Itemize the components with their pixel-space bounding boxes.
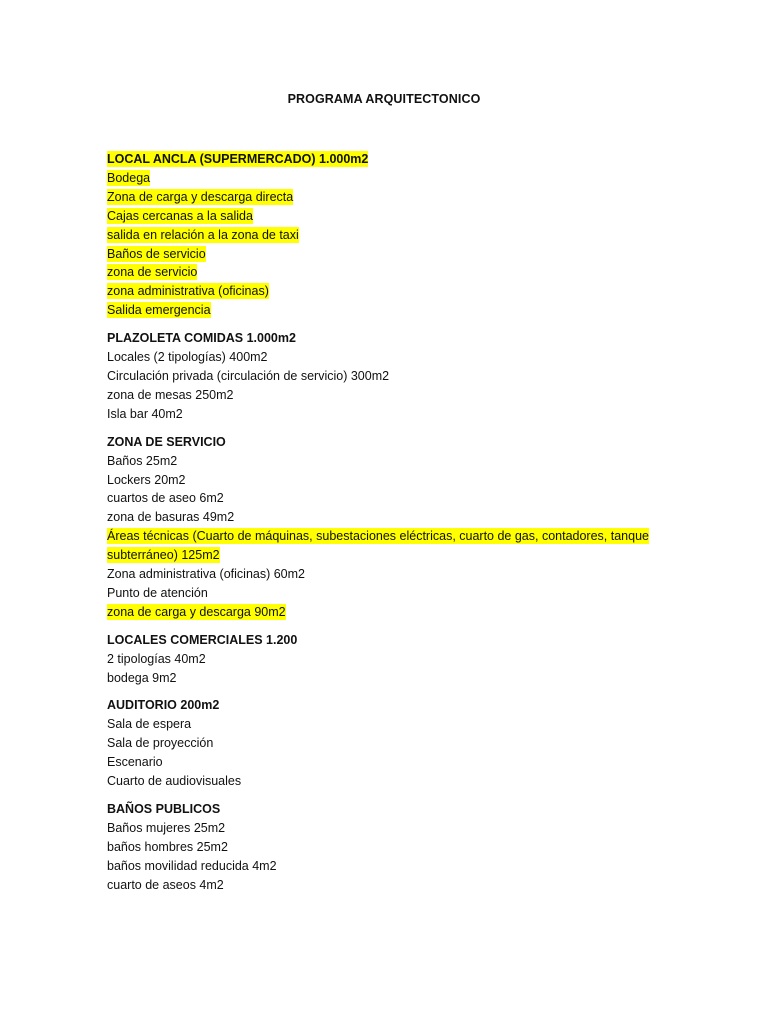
program-item	[107, 348, 667, 367]
program-item	[107, 263, 667, 282]
section-heading-text: BAÑOS PUBLICOS	[107, 802, 221, 816]
program-section	[107, 800, 667, 895]
program-item-text: Lockers 20m2	[107, 472, 186, 487]
program-item-text: baños hombres 25m2	[107, 839, 228, 854]
program-item	[107, 508, 667, 527]
program-item	[107, 245, 667, 264]
program-item	[107, 715, 667, 734]
program-item	[107, 386, 667, 405]
program-item	[107, 772, 667, 791]
program-item-text: zona administrativa (oficinas)	[107, 284, 269, 299]
program-section	[107, 329, 667, 424]
section-heading	[107, 433, 667, 452]
program-item	[107, 819, 667, 838]
program-item-text: baños movilidad reducida 4m2	[107, 858, 277, 873]
section-heading	[107, 329, 667, 348]
program-item-text: Cuarto de audiovisuales	[107, 774, 242, 789]
program-item	[107, 603, 667, 622]
program-item	[107, 405, 667, 424]
program-item-text: Áreas técnicas (Cuarto de máquinas, subestaciones eléctricas, cuarto de gas, contadores, tanque subterráneo) 125m2	[107, 529, 649, 563]
section-heading-text: AUDITORIO 200m2	[107, 698, 220, 713]
program-item	[107, 226, 667, 245]
document-content	[107, 150, 667, 904]
program-item-text: Baños 25m2	[107, 453, 178, 468]
program-item	[107, 734, 667, 753]
section-heading	[107, 631, 667, 650]
program-item	[107, 753, 667, 772]
program-section	[107, 631, 667, 688]
program-item-text: zona de servicio	[107, 265, 198, 280]
program-item-text: Cajas cercanas a la salida	[107, 208, 253, 223]
program-item-text: zona de carga y descarga 90m2	[107, 604, 286, 619]
program-section	[107, 150, 667, 320]
program-item	[107, 471, 667, 490]
program-item	[107, 188, 667, 207]
program-item	[107, 207, 667, 226]
section-heading	[107, 696, 667, 715]
program-item-text: Bodega	[107, 170, 151, 185]
program-item	[107, 282, 667, 301]
program-item-text: bodega 9m2	[107, 670, 177, 685]
program-item	[107, 565, 667, 584]
program-item-text: Zona de carga y descarga directa	[107, 189, 294, 204]
program-item-text: Locales (2 tipologías) 400m2	[107, 350, 268, 365]
program-item	[107, 838, 667, 857]
program-item-text: Circulación privada (circulación de servicio) 300m2	[107, 368, 390, 383]
program-item-text: zona de basuras 49m2	[107, 510, 235, 525]
program-item	[107, 301, 667, 320]
program-item-text: salida en relación a la zona de taxi	[107, 227, 299, 242]
section-heading	[107, 800, 667, 819]
program-item	[107, 876, 667, 895]
program-item	[107, 367, 667, 386]
program-item-text: Escenario	[107, 755, 163, 770]
program-item-text: Baños de servicio	[107, 246, 206, 261]
program-item	[107, 489, 667, 508]
program-item	[107, 857, 667, 876]
section-heading-text: PLAZOLETA COMIDAS 1.000m2	[107, 331, 296, 346]
program-item	[107, 527, 667, 565]
section-heading-text: ZONA DE SERVICIO	[107, 434, 226, 449]
program-item-text: Salida emergencia	[107, 303, 211, 318]
program-item-text: Sala de proyección	[107, 736, 214, 751]
program-item-text: 2 tipologías 40m2	[107, 651, 206, 666]
program-item	[107, 452, 667, 471]
program-item-text: zona de mesas 250m2	[107, 387, 234, 402]
program-item-text: cuarto de aseos 4m2	[107, 877, 224, 892]
program-item-text: Isla bar 40m2	[107, 406, 183, 421]
program-item-text: Baños mujeres 25m2	[107, 820, 226, 835]
program-item	[107, 584, 667, 603]
program-item-text: Zona administrativa (oficinas) 60m2	[107, 567, 305, 582]
section-heading-text: LOCALES COMERCIALES 1.200	[107, 632, 298, 647]
program-item	[107, 650, 667, 669]
section-heading-text: LOCAL ANCLA (SUPERMERCADO) 1.000m2	[107, 152, 369, 166]
program-section	[107, 433, 667, 622]
document-title: PROGRAMA ARQUITECTONICO	[287, 92, 481, 106]
program-item-text: Punto de atención	[107, 585, 208, 600]
program-section	[107, 696, 667, 791]
program-item-text: cuartos de aseo 6m2	[107, 491, 224, 506]
program-item	[107, 669, 667, 688]
program-item	[107, 169, 667, 188]
section-heading	[107, 150, 667, 169]
program-item-text: Sala de espera	[107, 717, 192, 732]
